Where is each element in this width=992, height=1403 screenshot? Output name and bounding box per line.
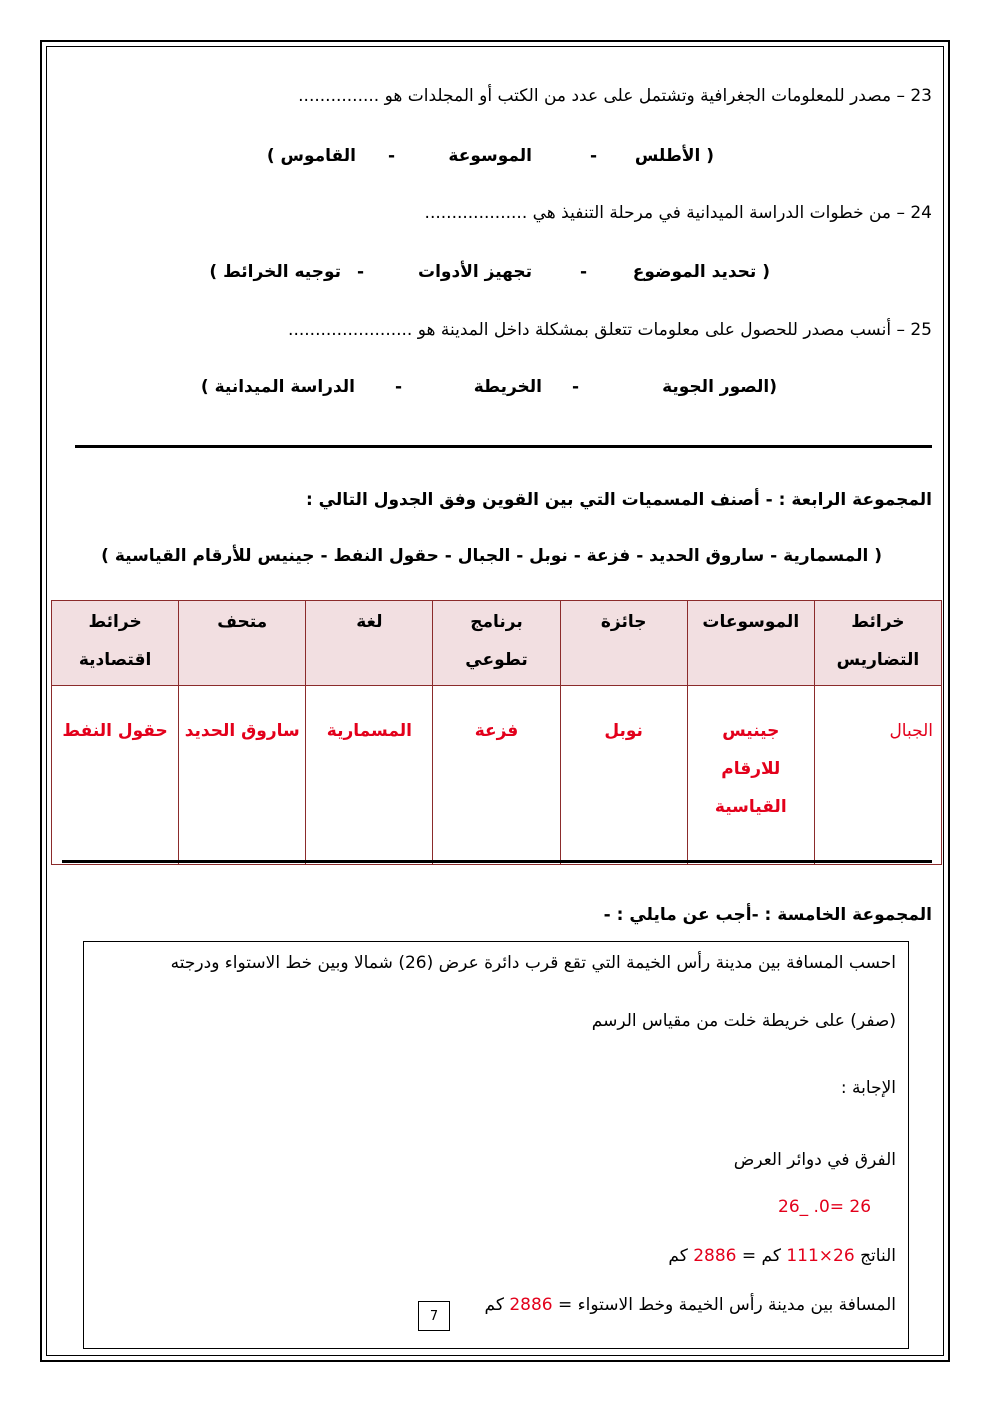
answer-relief-maps: الجبال [814,686,941,865]
answer-label: الإجابة : [840,1078,896,1098]
answer-encyclopedias: جينيس للارقام القياسية [687,686,814,865]
header-relief-maps: خرائط التضاريس [814,601,941,686]
q23-option-1: ( الأطلس [634,146,714,166]
q24-option-2: تجهيز الأدوات [418,262,532,282]
q24-option-1-label: ( تحديد الموضوع [632,262,770,282]
group5-question-line1: احسب المسافة بين مدينة رأس الخيمة التي تقع قرب دائرة عرض (26) شمالا وبين خط الاستواء ودرجته [170,953,896,973]
q23-option-3: القاموس ) [266,146,356,166]
question-25: 25 – أنسب مصدر للحصول على معلومات تتعلق بمشكلة داخل المدينة هو ....................... [288,320,932,340]
product-line [668,1246,896,1266]
q23-separator-2: - [387,146,395,166]
q23-option-2: الموسوعة [448,146,532,166]
product-prefix: الناتج [854,1246,896,1266]
group4-terms: ( المسمارية - ساروق الحديد - فزعة - نوبل - الجبال - حقول النفط - جينيس للأرقام القياسية ) [101,546,882,566]
latitude-difference-label: الفرق في دوائر العرض [733,1150,896,1170]
product-unit: كم [668,1246,694,1266]
q23-separator-1: - [589,146,597,166]
q24-option-3: توجيه الخرائط ) [209,262,341,282]
answer-prize: نوبل [560,686,687,865]
group4-heading: المجموعة الرابعة : - أصنف المسميات التي بين القوين وفق الجدول التالي : [305,490,932,510]
question-23: 23 – مصدر للمعلومات الجغرافية وتشتمل على عدد من الكتب أو المجلدات هو ............... [298,86,932,106]
distance-value: 2886 [509,1295,553,1315]
distance-unit: كم [484,1295,510,1315]
distance-line [485,1295,896,1315]
q25-option-1: (الصور الجوية [662,377,777,397]
q24-separator-2: - [356,262,364,282]
classification-table [51,600,942,865]
q25-separator-2: - [394,377,402,397]
group5-heading: المجموعة الخامسة : -أجب عن مايلي : - [603,905,932,925]
answer-box [83,941,909,1349]
header-economic-maps: خرائط اقتصادية [52,601,179,686]
answer-economic-maps: حقول النفط [52,686,179,865]
product-expression: 26×111 [786,1246,855,1266]
q25-separator-1: - [571,377,579,397]
latitude-calculation: 26_ .0= 26 [778,1197,872,1217]
q25-option-3: الدراسة الميدانية ) [200,377,355,397]
answer-museum: ساروق الحديد [179,686,306,865]
header-encyclopedias: الموسوعات [687,601,814,686]
answer-volunteer-program: فزعة [433,686,560,865]
divider-2 [62,860,932,863]
header-language: لغة [306,601,433,686]
answer-language: المسمارية [306,686,433,865]
product-value: 2886 [693,1246,737,1266]
question-24: 24 – من خطوات الدراسة الميدانية في مرحلة التنفيذ هي ................... [424,203,932,223]
header-prize: جائزة [560,601,687,686]
divider-1 [75,445,932,448]
q24-separator-1: - [579,262,587,282]
product-mid: كم = [736,1246,787,1266]
page-number: 7 [418,1301,450,1331]
header-museum: متحف [179,601,306,686]
q25-option-2: الخريطة [473,377,542,397]
distance-prefix: المسافة بين مدينة رأس الخيمة وخط الاستواء = [552,1295,896,1315]
group5-question-line2: (صفر) على خريطة خلت من مقياس الرسم [591,1011,896,1031]
header-volunteer-program: برنامج تطوعي [433,601,560,686]
